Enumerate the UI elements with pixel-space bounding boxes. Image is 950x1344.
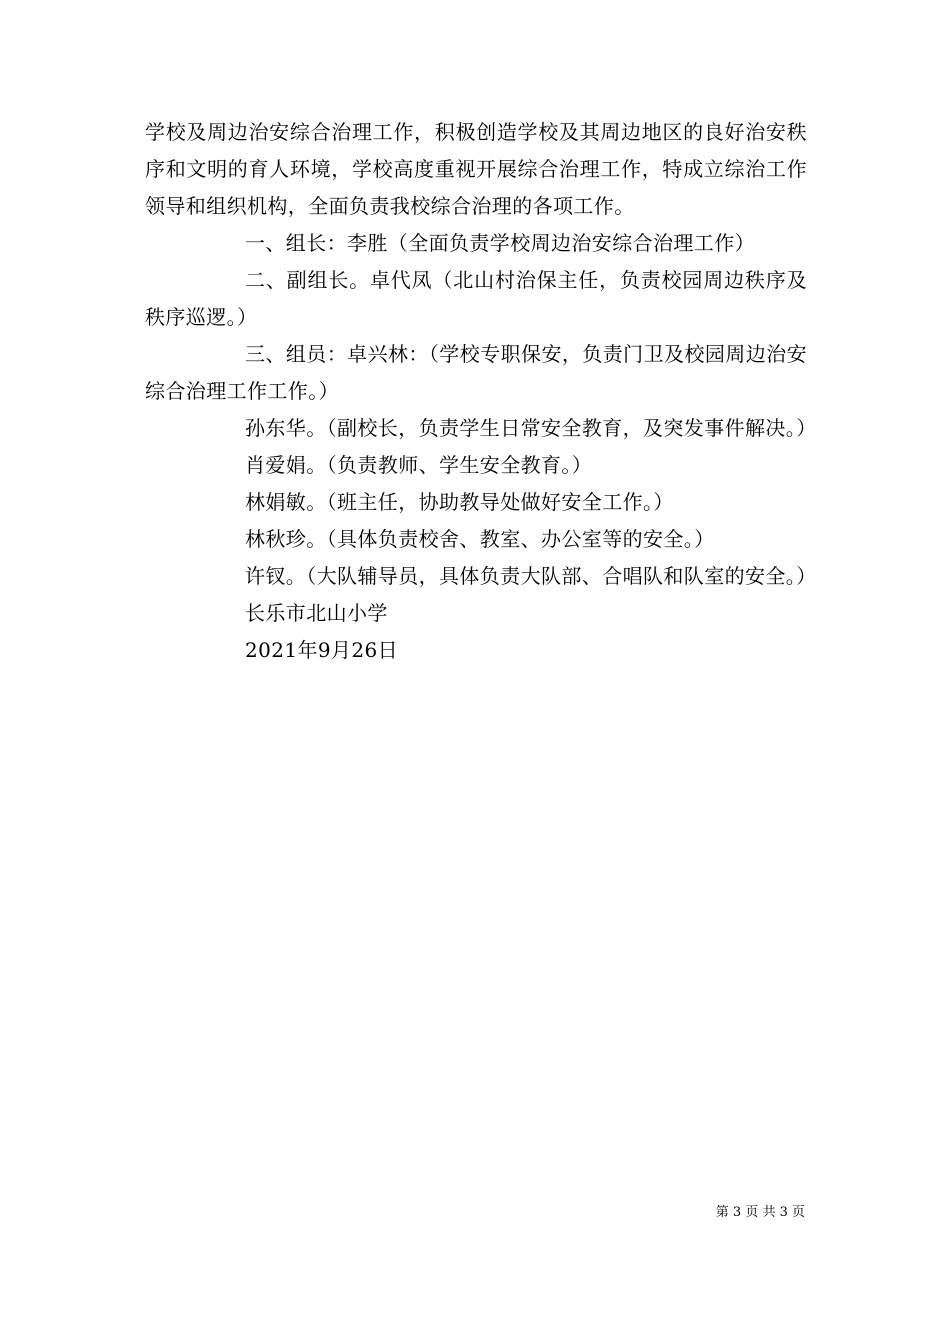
paragraph-member-lin-qiu: 林秋珍。（具体负责校舍、教室、办公室等的安全。） (245, 527, 715, 551)
signature-date: 2021年9月26日 (245, 638, 399, 662)
signature-school-name: 长乐市北山小学 (245, 601, 388, 625)
paragraph-member-lin-juan: 林娟敏。（班主任，协助教导处做好安全工作。） (245, 490, 674, 514)
document-body (145, 114, 817, 669)
paragraph-deputy-leader: 二、副组长。卓代凤（北山村治保主任，负责校园周边秩序及秩序巡逻。） (145, 268, 807, 329)
paragraph-leader: 一、组长：李胜（全面负责学校周边治安综合治理工作） (245, 231, 755, 255)
page-number-footer: 第 3 页 共 3 页 (715, 1205, 805, 1220)
paragraph-member-zhuo: 三、组员：卓兴林：（学校专职保安，负责门卫及校园周边治安综合治理工作工作。） (145, 342, 807, 403)
paragraph-member-sun: 孙东华。（副校长，负责学生日常安全教育，及突发事件解决。） (245, 416, 817, 440)
paragraph-member-xiao: 肖爱娟。（负责教师、学生安全教育。） (245, 453, 593, 477)
paragraph-intro: 学校及周边治安综合治理工作，积极创造学校及其周边地区的良好治安秩序和文明的育人环境，学校高度重视开展综合治理工作，特成立综治工作领导和组织机构，全面负责我校综合治理的各项工作。 (145, 120, 807, 218)
paragraph-member-xu: 许钗。（大队辅导员，具体负责大队部、合唱队和队室的安全。） (245, 564, 817, 588)
